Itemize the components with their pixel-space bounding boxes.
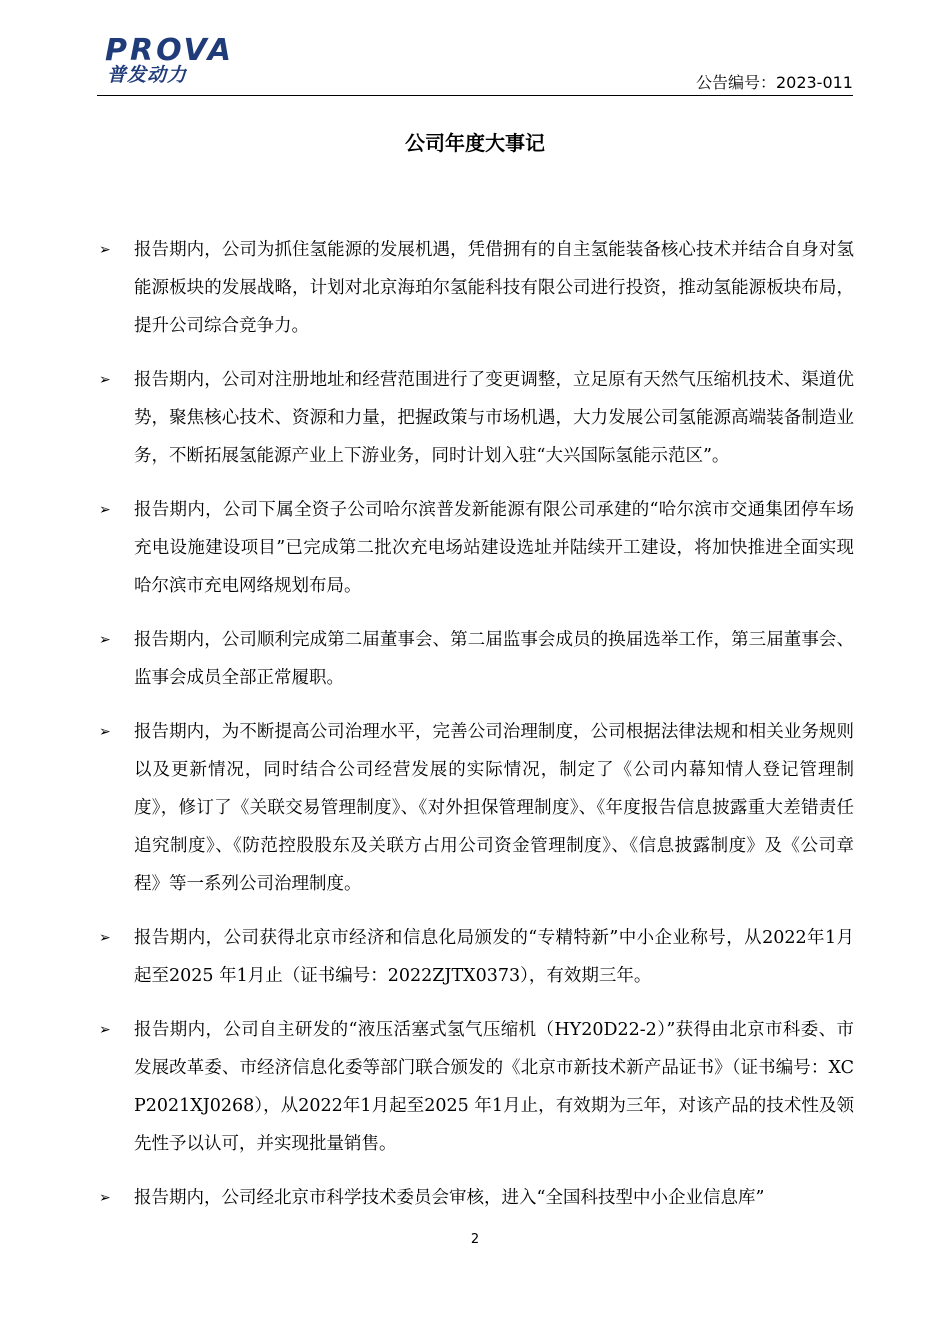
list-item	[97, 491, 854, 605]
list-item	[97, 621, 854, 697]
arrow-bullet-icon: ➢	[99, 1022, 111, 1038]
arrow-bullet-icon: ➢	[99, 632, 111, 648]
list-item	[97, 231, 854, 345]
list-item-text: 报告期内，公司对注册地址和经营范围进行了变更调整，立足原有天然气压缩机技术、渠道优势，聚焦核心技术、资源和力量，把握政策与市场机遇，大力发展公司氢能源高端装备制造业务，不断拓展氢能源产业上下游业务，同时计划入驻“大兴国际氢能示范区”。	[134, 370, 854, 466]
header-divider	[97, 95, 853, 96]
list-item	[97, 1011, 854, 1163]
list-item-text: 报告期内，公司顺利完成第二届董事会、第二届监事会成员的换届选举工作，第三届董事会、监事会成员全部正常履职。	[134, 630, 854, 688]
arrow-bullet-icon: ➢	[99, 930, 111, 946]
list-item	[97, 361, 854, 475]
list-item	[97, 1179, 854, 1217]
list-item-text: 报告期内，公司自主研发的“液压活塞式氢气压缩机（HY20D22-2）”获得由北京市科委、市发展改革委、市经济信息化委等部门联合颁发的《北京市新技术新产品证书》（证书编号：XCP2021XJ0268），从2022年1月起至2025 年1月止，有效期为三年，对该产品的技术性及领先性予以认可，并实现批量销售。	[134, 1020, 854, 1154]
list-item-text: 报告期内，公司获得北京市经济和信息化局颁发的“专精特新”中小企业称号，从2022年1月起至2025 年1月止（证书编号：2022ZJTX0373），有效期三年。	[134, 928, 854, 986]
page-title: 公司年度大事记	[405, 131, 545, 155]
list-item-text: 报告期内，公司经北京市科学技术委员会审核，进入“全国科技型中小企业信息库”	[134, 1188, 765, 1208]
arrow-bullet-icon: ➢	[99, 724, 111, 740]
event-list	[97, 231, 854, 1233]
arrow-bullet-icon: ➢	[99, 1190, 111, 1206]
company-logo	[103, 34, 278, 86]
arrow-bullet-icon: ➢	[99, 242, 111, 258]
list-item-text: 报告期内，为不断提高公司治理水平，完善公司治理制度，公司根据法律法规和相关业务规则以及更新情况，同时结合公司经营发展的实际情况，制定了《公司内幕知情人登记管理制度》，修订了《关联交易管理制度》、《对外担保管理制度》、《年度报告信息披露重大差错责任追究制度》、《防范控股股东及关联方占用公司资金管理制度》、《信息披露制度》及《公司章程》等一系列公司治理制度。	[134, 722, 854, 894]
logo-chinese-name: 普发动力	[107, 64, 188, 86]
page-number: 2	[470, 1232, 480, 1247]
list-item-text: 报告期内，公司下属全资子公司哈尔滨普发新能源有限公司承建的“哈尔滨市交通集团停车场充电设施建设项目”已完成第二批次充电场站建设选址并陆续开工建设，将加快推进全面实现哈尔滨市充电网络规划布局。	[134, 500, 854, 596]
notice-number: 公告编号：2023-011	[695, 73, 853, 92]
list-item	[97, 919, 854, 995]
arrow-bullet-icon: ➢	[99, 502, 111, 518]
arrow-bullet-icon: ➢	[99, 372, 111, 388]
list-item-text: 报告期内，公司为抓住氢能源的发展机遇，凭借拥有的自主氢能装备核心技术并结合自身对氢能源板块的发展战略，计划对北京海珀尔氢能科技有限公司进行投资，推动氢能源板块布局，提升公司综合竞争力。	[134, 240, 854, 336]
list-item	[97, 713, 854, 903]
logo-wordmark: PROVA	[105, 34, 234, 68]
